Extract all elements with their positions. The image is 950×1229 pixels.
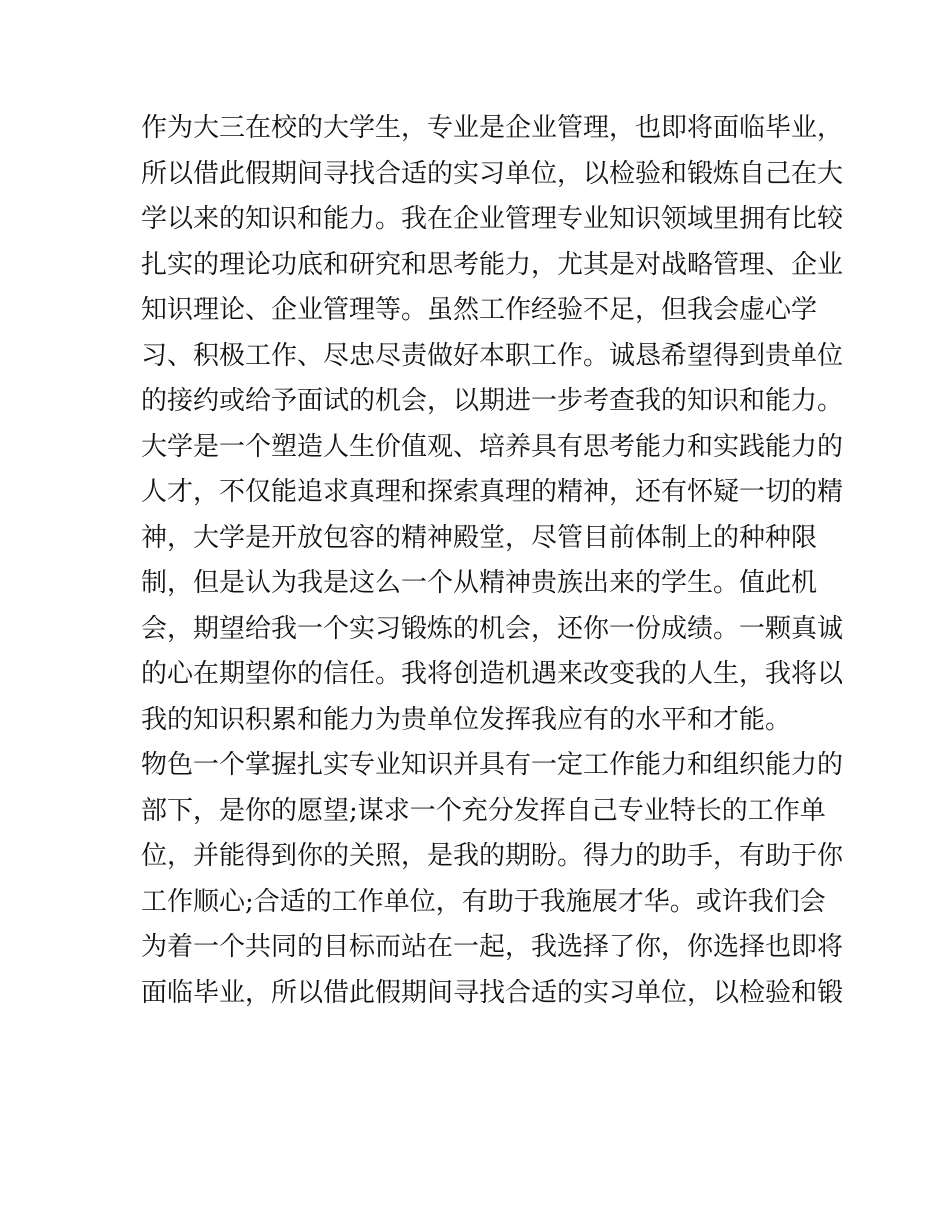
- text-line: 会，期望给我一个实习锻炼的机会，还你一份成绩。一颗真诚: [141, 613, 844, 644]
- text-line: 知识理论、企业管理等。虽然工作经验不足，但我会虚心学: [141, 295, 818, 325]
- text-line: 的接约或给予面试的机会，以期进一步考查我的知识和能力。: [141, 386, 844, 416]
- text-line: 人才，不仅能追求真理和探索真理的精神，还有怀疑一切的精: [141, 477, 844, 507]
- text-line: 作为大三在校的大学生，专业是企业管理，也即将面临毕业，: [141, 113, 844, 143]
- text-line: 工作顺心;合适的工作单位，有助于我施展才华。或许我们会: [141, 886, 826, 917]
- text-line: 神，大学是开放包容的精神殿堂，尽管目前体制上的种种限: [141, 522, 818, 553]
- text-line: 制，但是认为我是这么一个从精神贵族出来的学生。值此机: [141, 568, 818, 598]
- text-line: 物色一个掌握扎实专业知识并具有一定工作能力和组织能力的: [141, 750, 844, 780]
- text-line: 大学是一个塑造人生价值观、培养具有思考能力和实践能力的: [141, 431, 844, 462]
- text-line: 我的知识积累和能力为贵单位发挥我应有的水平和才能。: [141, 704, 792, 735]
- text-line: 习、积极工作、尽忠尽责做好本职工作。诚恳希望得到贵单位: [141, 340, 844, 371]
- text-line: 位，并能得到你的关照，是我的期盼。得力的助手，有助于你: [141, 841, 844, 871]
- text-line: 为着一个共同的目标而站在一起，我选择了你，你选择也即将: [141, 932, 844, 962]
- text-line: 学以来的知识和能力。我在企业管理专业知识领域里拥有比较: [141, 204, 844, 234]
- text-line: 面临毕业，所以借此假期间寻找合适的实习单位，以检验和锻: [141, 977, 844, 1008]
- text-line: 的心在期望你的信任。我将创造机遇来改变我的人生，我将以: [141, 659, 844, 689]
- body-text: [141, 106, 844, 1016]
- text-line: 所以借此假期间寻找合适的实习单位，以检验和锻炼自己在大: [141, 158, 844, 189]
- text-line: 扎实的理论功底和研究和思考能力，尤其是对战略管理、企业: [141, 249, 844, 280]
- text-line: 部下，是你的愿望;谋求一个充分发挥自己专业特长的工作单: [141, 795, 826, 826]
